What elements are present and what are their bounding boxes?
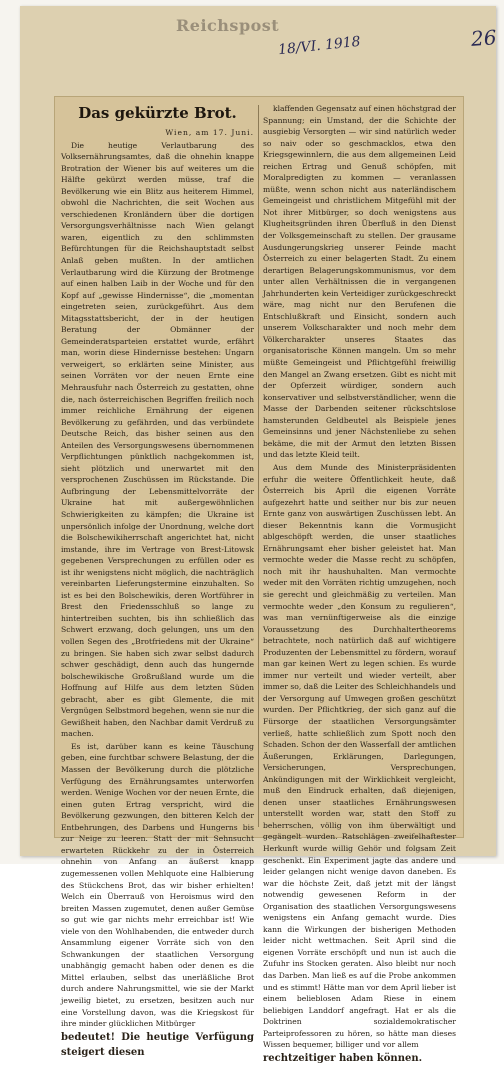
article-paragraph: Aus dem Munde des Ministerpräsidenten erfuhr die weitere Öffentlichkeit heute, daß Österreich bis April die eigenen Vorräte aufgezehrt hatte und seither nur bis zur neuen Ernte ganz von auswärtigen Zuschüssen lebt. An dieser Bekenntnis kann die Vormusjicht ablgeschöpft werden, die unser staatliches Ernährungsamt eher bisher geleistet hat. Man vermochte weder die Masse recht zu schöpfen, noch mit ihr haushuhalten. Man vermochte weder mit den Vorräten richtig umzugehen, noch sie gerecht und gleichmäßig zu verteilen. Man vermochte weder „den Konsum zu regulieren“, was man vernünftigerweise als die einzige Voraussetzung des Durchhaltertheorems betrachtete, noch natürlich daß auf wichtigere Produzenten der Lebensmittel zu fördern, worauf man gar keinen Wert zu legen schien. Es wurde immer nur verteilt und wieder verteilt, aber immer so, daß die Leiter des Schleichhandels und der Versorgung auf Umwegen großen geschützt wurden. Der Pflichtkrieg, der sich ganz auf die Fürsorge der staatlichen Versorgungsämter verließ, hatte schließlich zum Spott noch den Schaden. Schon der den Wasserfall der amtlichen Äußerungen, Erklärungen, Darlegungen, Versicherungen, Versprechungen, Ankündigungen mit der Wirklichkeit vergleicht, muß den Eindruck erhalten, daß diejenigen, denen unser staatliches Ernährungswesen unterstellt worden war, statt den Stoff zu beherrschen, völlig von ihm überwältigt und gegängelt wurden. Ratschlägen zweifelhaftester Herkunft wurde willig Gehör und folgsam Zeit geschenkt. Ein Experiment jagte das andere und leider gelangen nicht wenige davon daneben. Es war die höchste Zeit, daß jetzt mit der längst notwendig gewesenen Reform in der Organisation des staatlichen Versorgungswesens wenigstens ein Anfang gemacht wurde. Dies kann die Wirkungen der bisherigen Methoden leider nicht wettmachen. Seit April sind die eigenen Vorräte erschöpft und nun ist auch die Zufuhr ins Stocken geraten. Also bleibt nur noch das Darben. Man ließ es auf die Probe ankommen und es stimmt! Hätte man vor dem April lieber ist einem belieblosen Adam Riese in einem beliebigen Landdorf angefragt. Hat er als die Doktrinen sozialdemokratischer Parteiprofessoren zu hören, so hätte man dieses Wissen bequemer, billiger und vor allem	[263, 462, 456, 1050]
article-paragraph: Die heutige Verlautbarung des Volksernährungsamtes, daß die ohnehin knappe Brotration der Wiener bis auf weiteres um die Hälfte gekürzt werden müsse, traf die Bevölkerung wie ein Blitz aus heiterem Himmel, obwohl die Nachrichten, die seit Wochen aus verschiedenen Kronländern über die dortigen Versorgungsverhältnisse nach Wien gelangt waren, eigentlich zu den schlimmsten Befürchtungen für die Reichshauptstadt selbst Anlaß geben mußten. In der amtlichen Verlautbarung wird die Kürzung der Brotmenge auf einen halben Laib in der Woche und für den Kopf auf „gewisse Hindernisse“, die „momentan eingetreten seien, zurückgeführt. Aus dem Mitagsstattsbericht, der in der heutigen Beratung der Obmänner der Gemeinderatsparteien erstattet wurde, erfährt man, worin diese Hindernisse bestehen: Ungarn verweigert, so erklärten seine Minister, aus seinen Vorräten vor der neuen Ernte eine Mehrausfuhr nach Österreich zu gestatten, ohne die, nach österreichischen Begriffen freilich noch immer reichliche Ernährung der eigenen Bevölkerung zu gefährden, und das verbündete Deutsche Reich, das bisher seinen aus den Anteilen des Versorgungswesens übernommenen Verpflichtungen pünktlich nachgekommen ist, sieht plötzlich und unerwartet mit den versprochenen Zuschüssen im Rückstande. Die Aufbringung der Lebensmittelvorräte der Ukraine hat mit außergewöhnlichen Schwierigkeiten zu kämpfen; die Ukraine ist unpersönlich infolge der Unordnung, welche dort die Bolschewikiherrschaft angerichtet hat, nicht imstande, ihre im Vertrage von Brest-Litowsk gegebenen Versprechungen zu erfüllen oder es ist ihr wenigstens nicht möglich, die nachträglich vereinbarten Lieferungstermine einzuhalten. So ist es bei den Bolschewikis, deren Wortführer in Brest den Friedensschluß so lange zu hintertreiben suchten, bis ihn schließlich das Schwert erzwang, doch gelungen, uns um den vollen Segen des „Brotfriedens mit der Ukraine“ zu bringen. Sie haben sich zwar selbst dadurch schwer geschädigt, denn auch das hungernde bolschewikische Großrußland wurde um die Hoffnung auf Hilfe aus dem letzten Süden gebracht, aber es gibt Glemente, die mit Vergnügen Selbstmord begehen, wenn sie nur die Gewißheit haben, den Nachbar damit Verdruß zu machen.	[61, 140, 254, 739]
article-dateline: Wien, am 17. Juni.	[165, 128, 254, 137]
article-column-left	[61, 103, 254, 1058]
article-paragraph: klaffenden Gegensatz auf einen höchstgrad der Spannung; ein Umstand, der die Schichte der ausgiebig Versorgten — wir sind natürlich weder so naiv oder so geschmacklos, etwa den Kriegsgewinnlern, die aus dem allgemeinen Leid reichen Ertrag und Genuß schöpfen, mit Moralpredigten zu kommen — veranlassen müßte, wenn schon nicht aus naterländischem Gemeingeist und christlichem Mitgefühl mit der Not ihrer Mitbürger, so doch wenigstens aus Klugheitsgründen ihren Überfluß in den Dienst der Volksgemeinschaft zu stellen. Der grausame Ausdungerungskrieg unserer Feinde macht Österreich zu einer belagerten Stadt. Zu einem derartigen Belagerungskommunismus, vor dem unter allen Verhältnissen die in vergangenen Jahrhunderten kein Verteidiger zurückgeschreckt wäre, mag nicht nur den Berufenen die Entschlußkraft und Einsicht, sondern auch unserem Volkscharakter und noch mehr dem Völkercharakter unseres Staates das organisatorische Können mangeln. Um so mehr müßte Gemeingeist und Pflichtgefühl freiwillig den Mangel an Zwang ersetzen. Gibt es nicht mit der Opferzeit würdiger, sondern auch konservativer und selbstverständlicher, wenn die Masse der Darbenden seitener rückschtslose hamsterunden Geldbeutel als Beispiele jenes Gemeinsinns und jener Nächstenliebe zu sehen bekäme, die mit der Armut den letzten Bissen und das letzte Kleid teilt.	[263, 104, 456, 460]
column-divider	[258, 105, 259, 827]
handwritten-number: 26	[470, 25, 498, 51]
handwritten-date: 18/VI. 1918	[277, 33, 362, 59]
article-title: Das gekürzte Brot.	[78, 104, 237, 122]
article-column-right	[263, 103, 456, 1064]
newspaper-masthead: Reichspost	[176, 16, 280, 35]
article-closing-line: rechtzeitiger haben können.	[263, 1052, 423, 1064]
newspaper-clipping	[54, 96, 464, 1064]
article-closing-line: bedeutet! Die heutige Verfügung steigert diesen	[61, 1031, 254, 1058]
article-paragraph: Es ist, darüber kann es keine Täuschung geben, eine furchtbar schwere Belastung, der die Massen der Bevölkerung durch die plötzliche Verfügung des Ernährungsamtes unterworfen werden. Wenige Wochen vor der neuen Ernte, die einen guten Ertrag verspricht, wird die Bevölkerung gezwungen, den bitteren Kelch der Entbehrungen, des Darbens und Hungerns bis zur Neige zu leeren. Statt der mit Sehnsucht erwarteten Rückkehr zu der in Österreich ohnehin von Anfang an äußerst knapp zugemessenen vollen Mehlquote eine Halbierung des Stückchens Brot, das wir bisher erhielten! Welch ein Überrauß von Heroismus wird den breiten Massen zugemutet, denen außer Gemüse so gut wie gar nichts mehr erreichbar ist! Wie viele von den Wohlhabenden, die entweder durch Ansammlung eigener Vorräte sich von den Schwankungen der staatlichen Versorgung unabhängig gemacht haben oder denen es die Mittel erlauben, selbst das unerläßliche Brot durch andere Nahrungsmittel, wie sie der Markt jeweilig bietet, zu ersetzen, besitzen auch nur eine Vorstellung davon, was die Kriegskost für ihre minder glücklichen Mitbürger	[61, 741, 254, 1029]
